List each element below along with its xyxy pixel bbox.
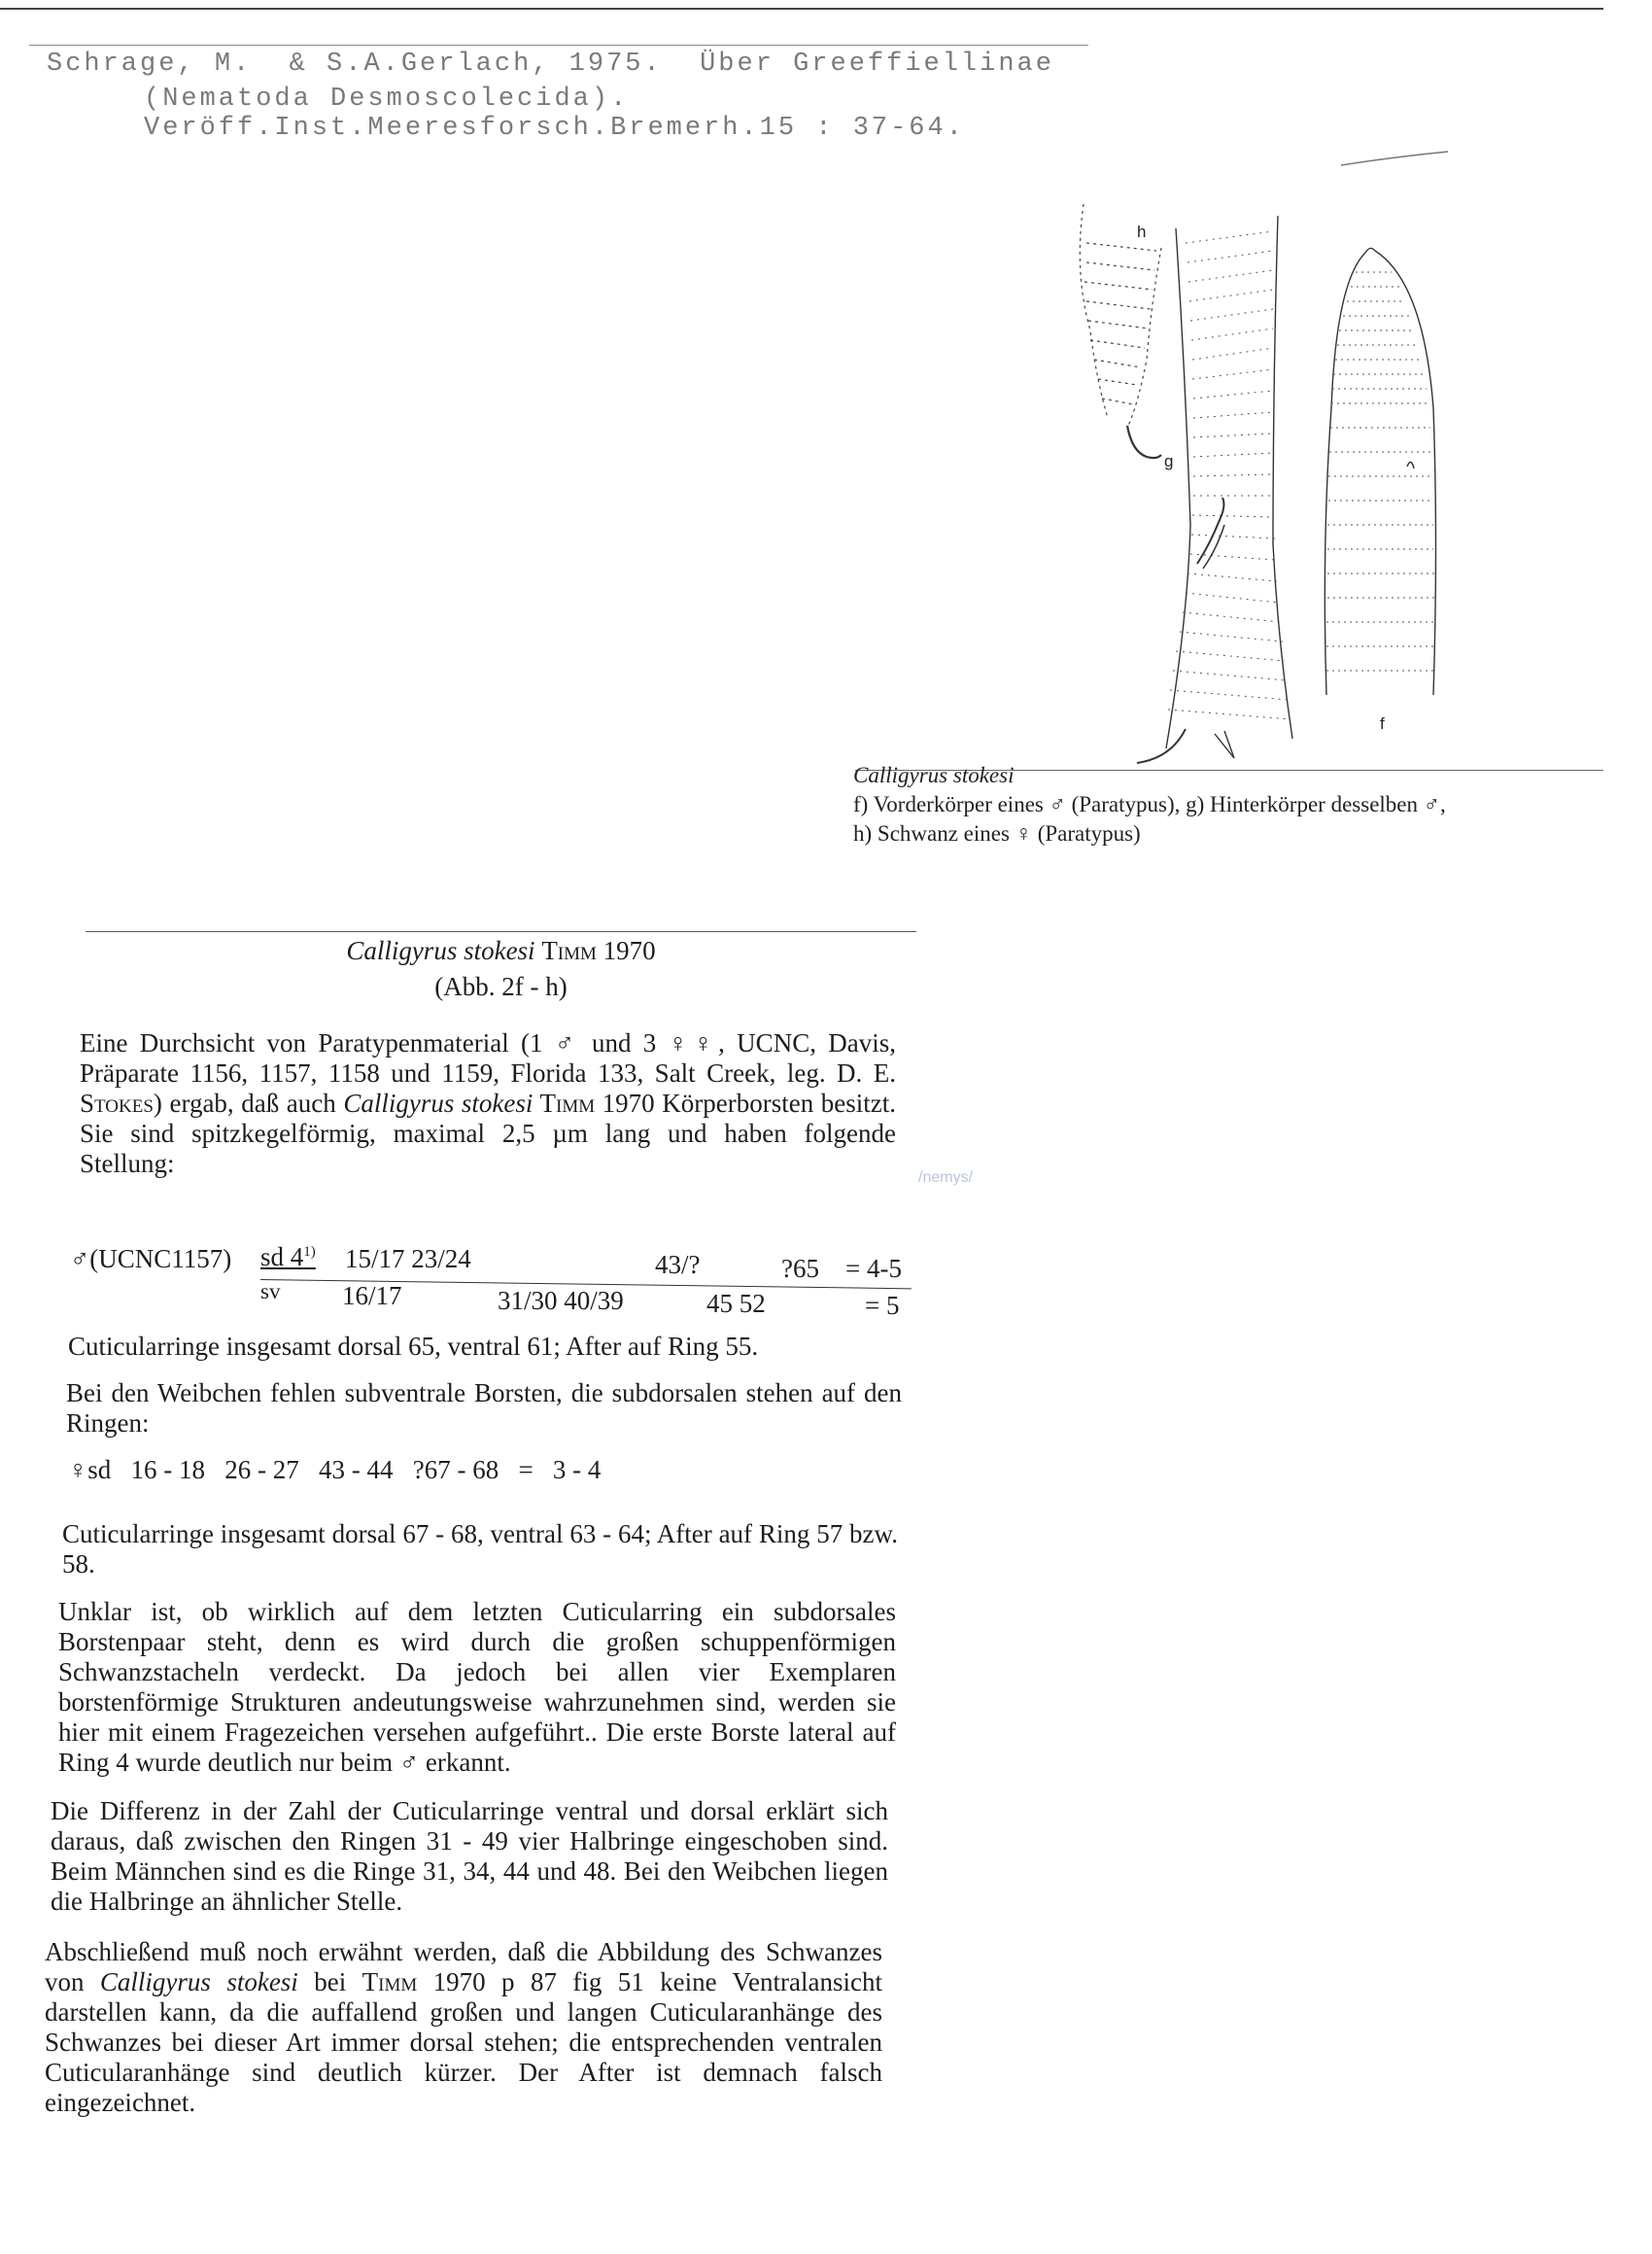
male-formula-label: ♂(UCNC1157) [70, 1244, 232, 1273]
section-title [86, 936, 916, 966]
top-border-line [0, 8, 1603, 10]
male-formula-sv-values: 16/17 [342, 1281, 402, 1310]
male-formula-sd-end: ?65 [781, 1254, 819, 1283]
section-title-author: Timm 1970 [541, 936, 656, 965]
caption-title: Calligyrus stokesi [853, 763, 1015, 787]
male-formula-sd: sd 4$^{1)}$ [260, 1242, 316, 1271]
section-top-line [86, 931, 916, 932]
section-subtitle: (Abb. 2f - h) [434, 972, 568, 1001]
paragraph-unklar: Unklar ist, ob wirklich auf dem letzten Cuticularring ein subdorsales Borstenpaar steht, denn es wird durch die großen schuppenförmigen Schwanzstacheln verdeckt. Da jedoch bei allen vier Exemplaren borstenförmige Strukturen andeutungsweise wahrzunehmen sind, werden sie hier mit einem Fragezeichen versehen aufgeführt.. Die erste Borste lateral auf Ring 4 wurde deutlich nur beim ♂ erkannt. [58, 1597, 896, 1777]
paragraph-female-intro: Bei den Weibchen fehlen subventrale Borsten, die subdorsalen stehen auf den Ringen: [66, 1378, 902, 1438]
paragraph-paratypes: Eine Durchsicht von Paratypenmaterial (1 ♂ und 3 ♀♀, UCNC, Davis, Präparate 1156, 1157, 1158 und 1159, Florida 133, Salt Creek, leg. D. E. Stokes) ergab, daß auch Calligyrus stokesi Timm 1970 Körperborsten besitzt. Sie sind spitzkegelförmig, maximal 2,5 µm lang und haben folgende Stellung: [80, 1028, 897, 1178]
reference-line-1: Schrage, M. & S.A.Gerlach, 1975. Über Greeffiellinae [47, 50, 1054, 79]
male-setae-formula [70, 1232, 925, 1320]
reference-top-line [29, 45, 1088, 46]
section-title-species: Calligyrus stokesi [346, 936, 535, 965]
male-ring-count: Cuticularringe insgesamt dorsal 65, ventral 61; After auf Ring 55. [68, 1332, 759, 1361]
female-ring-count: Cuticularringe insgesamt dorsal 67 - 68, ventral 63 - 64; After auf Ring 57 bzw. 58. [62, 1519, 898, 1578]
caption-line-1: f) Vorderkörper eines ♂ (Paratypus), g) Hinterkörper desselben ♂, [853, 792, 1446, 816]
reference-line-3: Veröff.Inst.Meeresforsch.Bremerh.15 : 37-64. [144, 114, 965, 143]
male-formula-sd-mid: 43/? [655, 1250, 701, 1279]
male-formula-sv-mid: 31/30 40/39 [498, 1286, 624, 1315]
figure-label-g: g [1164, 452, 1174, 470]
paragraph-final: Abschließend muß noch erwähnt werden, daß die Abbildung des Schwanzes von Calligyrus stokesi bei Timm 1970 p 87 fig 51 keine Ventralansicht darstellen kann, da die auffallend großen und langen Cuticularanhänge des Schwanzes bei dieser Art immer dorsal stehen; die entsprechenden ventralen Cuticularanhänge sind deutlich kürzer. Der After ist demnach falsch eingezeichnet. [45, 1937, 882, 2117]
figure-label-h: h [1137, 223, 1147, 241]
caption-line-2: h) Schwanz eines ♀ (Paratypus) [853, 821, 1141, 846]
figure-caption [853, 761, 1611, 849]
paragraph-differenz: Die Differenz in der Zahl der Cuticularringe ventral und dorsal erklärt sich daraus, daß zwischen den Ringen 31 - 49 vier Halbringe eingeschoben sind. Beim Männchen sind es die Ringe 31, 34, 44 und 48. Bei den Weibchen liegen die Halbringe an ähnlicher Stelle. [51, 1796, 888, 1916]
reference-line-2: (Nematoda Desmoscolecida). [144, 85, 630, 114]
male-formula-sv: sv [260, 1279, 281, 1303]
male-formula-sd-result: = 4-5 [845, 1254, 902, 1283]
watermark: /nemys/ [918, 1169, 974, 1186]
nematode-figure [836, 136, 1467, 778]
male-formula-sv-result: = 5 [865, 1291, 900, 1320]
figure-label-f: f [1380, 714, 1385, 733]
female-setae-formula: ♀sd 16 - 18 26 - 27 43 - 44 ?67 - 68 = 3 - 4 [68, 1455, 602, 1484]
male-formula-sd-values: 15/17 23/24 [345, 1244, 471, 1273]
male-formula-sv-mid2: 45 52 [706, 1289, 766, 1318]
